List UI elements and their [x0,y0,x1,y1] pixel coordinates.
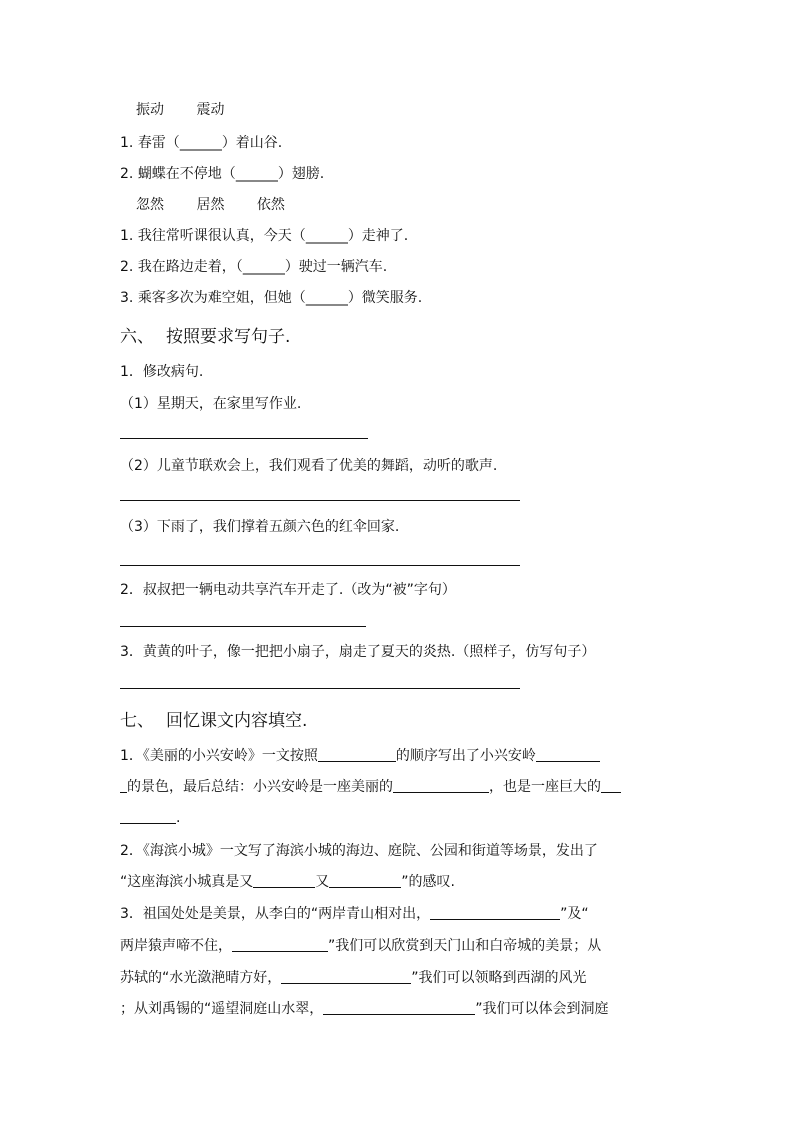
answer-line[interactable] [120,688,520,689]
sub-item: 3．黄黄的叶子，像一把把小扇子，扇走了夏天的炎热.（照样子，仿写句子） [120,644,596,660]
fill-question: 3．祖国处处是美景，从李白的“两岸青山相对出， ”及“ [120,906,589,922]
answer-line[interactable] [120,500,520,501]
section-heading: 七、 回忆课文内容填空. [120,711,308,731]
blank[interactable] [253,873,315,888]
word-option: 依然 [256,197,285,213]
blank[interactable] [120,809,176,824]
fill-question: 的景色，最后总结：小兴安岭是一座美丽的 ，也是一座巨大的 [120,777,621,797]
blank[interactable] [232,937,328,952]
fill-question: 1．《美丽的小兴安岭》一文按照 的顺序写出了小兴安岭 [120,746,600,766]
word-options-1 [136,100,252,120]
sentence-prompt: （1）星期天，在家里写作业. [120,396,302,412]
sentence-prompt: （2）儿童节联欢会上，我们观看了优美的舞蹈，动听的歌声. [120,458,498,474]
fill-question: 两岸猿声啼不住， ”我们可以欣赏到天门山和白帝城的美景；从 [120,938,602,954]
fill-question: 2. 蝴蝶在不停地（______）翅膀. [120,166,325,182]
blank[interactable]: ______ [305,290,348,306]
blank[interactable] [318,747,396,762]
blank[interactable]: ______ [179,135,222,151]
fill-question: 2．《海滨小城》一文写了海滨小城的海边、庭院、公园和街道等场景，发出了 [120,843,598,859]
blank[interactable]: ______ [235,166,278,182]
sentence-prompt: （3）下雨了，我们撑着五颜六色的红伞回家. [120,519,400,535]
fill-question: 3. 乘客多次为难空姐，但她（______）微笑服务. [120,290,423,306]
blank[interactable]: ______ [305,228,348,244]
sub-item: 1．修改病句. [120,364,204,380]
blank[interactable] [393,778,489,793]
blank[interactable] [281,969,411,984]
blank[interactable] [536,747,600,762]
fill-question: . [120,808,180,828]
word-option: 振动 [136,102,164,118]
fill-question: 苏轼的“水光潋滟晴方好， ”我们可以领略到西湖的风光 [120,970,587,986]
answer-line[interactable] [120,565,520,566]
answer-line[interactable] [120,438,368,439]
fill-question: 1. 我往常听课很认真，今天（______）走神了. [120,228,409,244]
fill-question: 2. 我在路边走着，（______）驶过一辆汽车. [120,259,388,275]
blank[interactable] [323,1000,475,1015]
blank[interactable]: ______ [242,259,285,275]
blank[interactable] [329,873,401,888]
fill-question: “这座海滨小城真是又 又 ”的感叹. [120,874,455,890]
answer-line[interactable] [120,626,366,627]
word-option: 居然 [196,197,225,213]
word-options-2 [136,195,313,215]
word-option: 忽然 [136,197,164,213]
fill-question: ；从刘禹锡的“遥望洞庭山水翠， ”我们可以体会到洞庭 [120,1001,609,1017]
blank[interactable] [430,905,560,920]
sub-item: 2．叔叔把一辆电动共享汽车开走了.（改为“被”字句） [120,582,456,598]
blank[interactable] [601,778,621,793]
section-heading: 六、 按照要求写句子. [120,327,291,347]
word-option: 震动 [196,102,225,118]
blank[interactable] [120,778,127,793]
fill-question: 1. 春雷（______）着山谷. [120,135,283,151]
